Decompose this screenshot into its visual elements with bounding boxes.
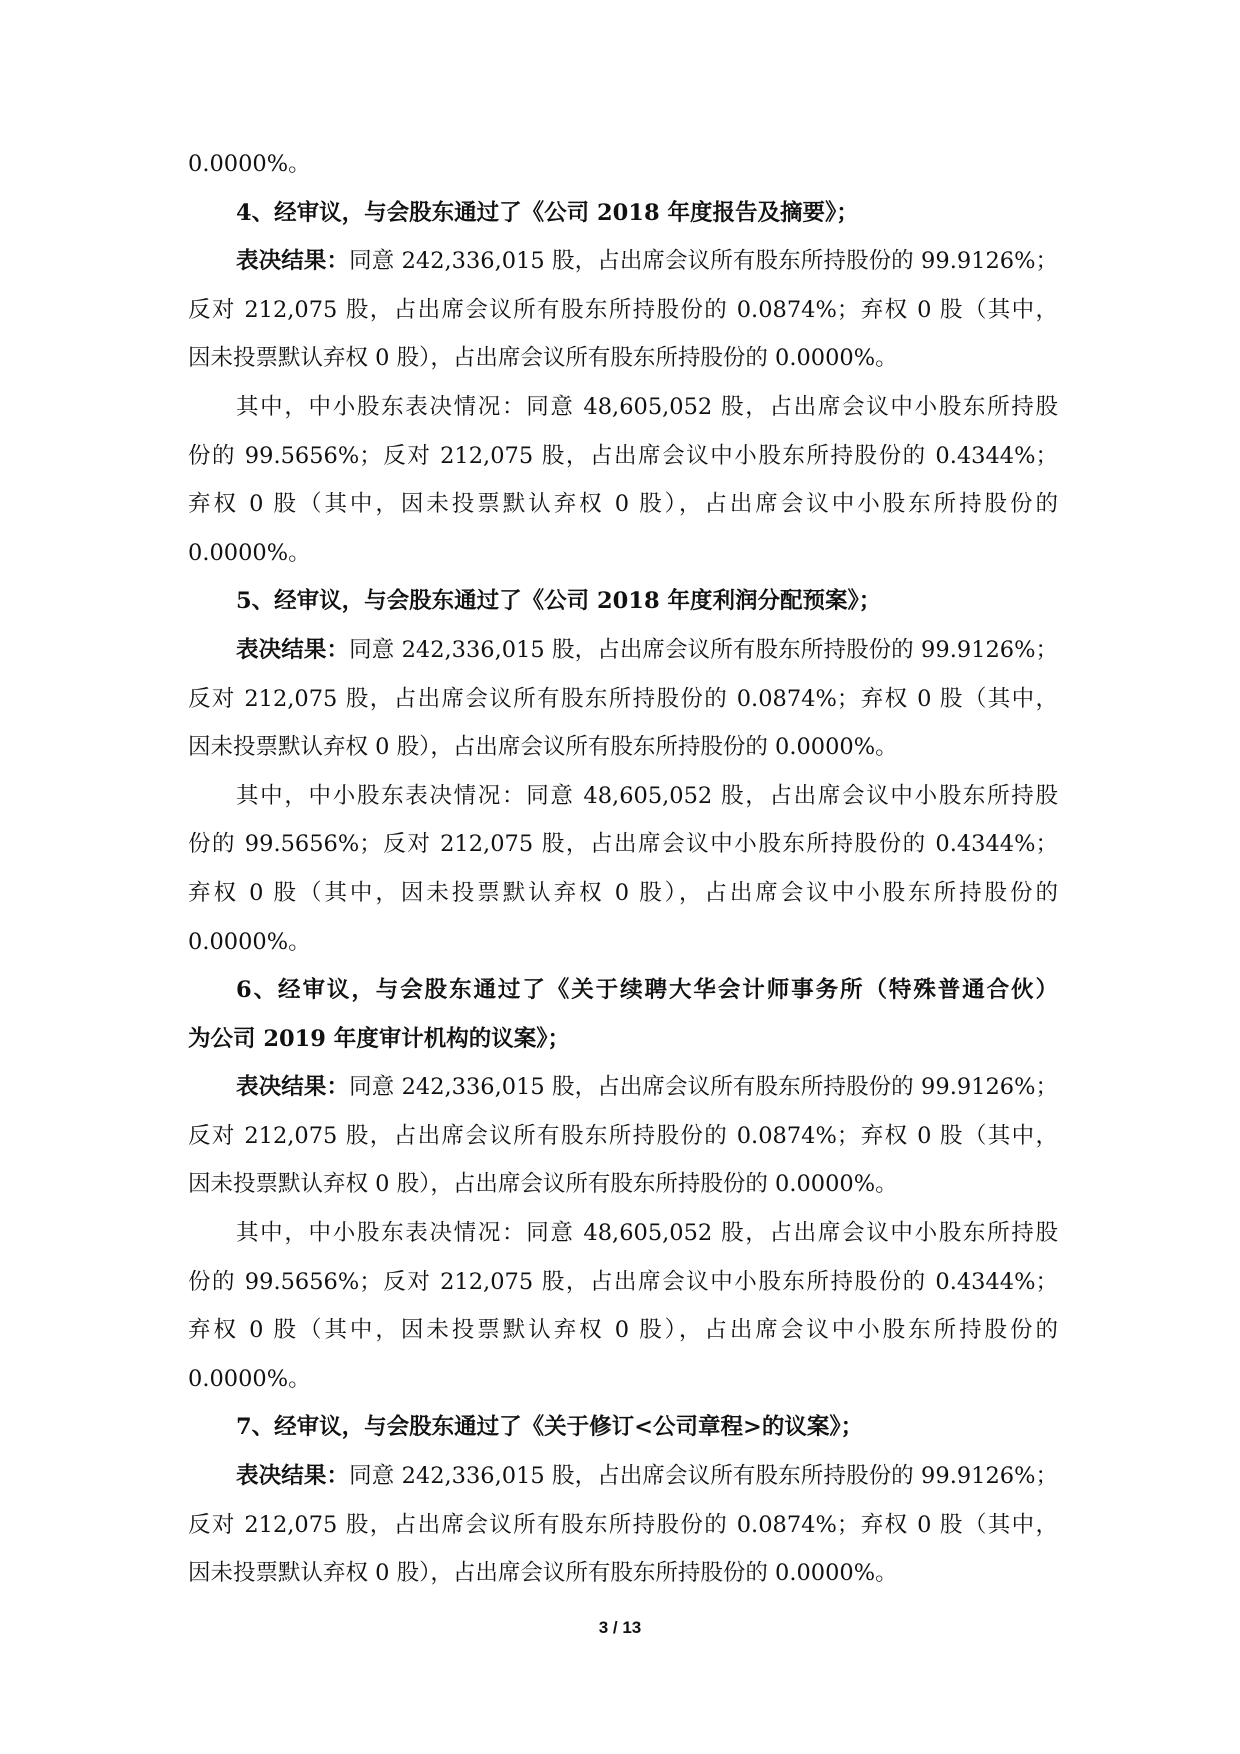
resolution-6-heading: 6、经审议，与会股东通过了《关于续聘大华会计师事务所（特殊普通合伙）	[236, 977, 1058, 1004]
paragraph-line: 反对 212,075 股，占出席会议所有股东所持股份的 0.0874%；弃权 0 股（其中，	[188, 1511, 1058, 1538]
vote-result-text: 同意 242,336,015 股，占出席会议所有股东所持股份的 99.9126%；	[349, 1074, 1058, 1101]
vote-result-text: 同意 242,336,015 股，占出席会议所有股东所持股份的 99.9126%；	[349, 248, 1058, 275]
resolution-4-heading: 4、经审议，与会股东通过了《公司 2018 年度报告及摘要》；	[236, 199, 859, 226]
vote-result-text: 同意 242,336,015 股，占出席会议所有股东所持股份的 99.9126%；	[349, 1463, 1058, 1490]
vote-result-line	[188, 1452, 1058, 1501]
resolution-6-heading-cont: 为公司 2019 年度审计机构的议案》；	[188, 1025, 571, 1052]
paragraph-line: 份的 99.5656%；反对 212,075 股，占出席会议中小股东所持股份的 0.4344%；	[188, 831, 1058, 858]
paragraph-line: 份的 99.5656%；反对 212,075 股，占出席会议中小股东所持股份的 0.4344%；	[188, 442, 1058, 469]
paragraph-line: 0.0000%。	[188, 928, 311, 955]
paragraph-line: 因未投票默认弃权 0 股），占出席会议所有股东所持股份的 0.0000%。	[188, 734, 898, 761]
paragraph-line: 0.0000%。	[188, 1365, 311, 1392]
page-number: 3 / 13	[598, 1618, 642, 1637]
vote-result-label: 表决结果：	[236, 1074, 350, 1101]
paragraph-line: 0.0000%。	[188, 539, 311, 566]
paragraph-line: 弃权 0 股（其中，因未投票默认弃权 0 股），占出席会议中小股东所持股份的	[188, 491, 1058, 518]
vote-result-label: 表决结果：	[236, 248, 350, 275]
minority-vote-line: 其中，中小股东表决情况：同意 48,605,052 股，占出席会议中小股东所持股	[236, 1220, 1058, 1247]
paragraph-line: 反对 212,075 股，占出席会议所有股东所持股份的 0.0874%；弃权 0 股（其中，	[188, 296, 1058, 323]
vote-result-line	[188, 237, 1058, 286]
paragraph-line: 弃权 0 股（其中，因未投票默认弃权 0 股），占出席会议中小股东所持股份的	[188, 1317, 1058, 1344]
vote-result-text: 同意 242,336,015 股，占出席会议所有股东所持股份的 99.9126%；	[349, 636, 1058, 663]
paragraph-line: 弃权 0 股（其中，因未投票默认弃权 0 股），占出席会议中小股东所持股份的	[188, 879, 1058, 906]
paragraph-line: 反对 212,075 股，占出席会议所有股东所持股份的 0.0874%；弃权 0 股（其中，	[188, 1122, 1058, 1149]
resolution-5-heading: 5、经审议，与会股东通过了《公司 2018 年度利润分配预案》；	[236, 588, 882, 615]
paragraph-line: 因未投票默认弃权 0 股），占出席会议所有股东所持股份的 0.0000%。	[188, 1171, 898, 1198]
vote-result-label: 表决结果：	[236, 1463, 350, 1490]
paragraph-line: 份的 99.5656%；反对 212,075 股，占出席会议中小股东所持股份的 0.4344%；	[188, 1268, 1058, 1295]
vote-result-label: 表决结果：	[236, 636, 350, 663]
document-body	[188, 140, 1058, 1598]
paragraph-line: 0.0000%。	[188, 151, 311, 177]
resolution-7-heading: 7、经审议，与会股东通过了《关于修订<公司章程>的议案》；	[236, 1414, 864, 1441]
vote-result-line	[188, 626, 1058, 675]
vote-result-line	[188, 1063, 1058, 1112]
paragraph-line: 因未投票默认弃权 0 股），占出席会议所有股东所持股份的 0.0000%。	[188, 345, 898, 372]
paragraph-line: 反对 212,075 股，占出席会议所有股东所持股份的 0.0874%；弃权 0 股（其中，	[188, 685, 1058, 712]
minority-vote-line: 其中，中小股东表决情况：同意 48,605,052 股，占出席会议中小股东所持股	[236, 782, 1058, 809]
minority-vote-line: 其中，中小股东表决情况：同意 48,605,052 股，占出席会议中小股东所持股	[236, 393, 1058, 420]
paragraph-line: 因未投票默认弃权 0 股），占出席会议所有股东所持股份的 0.0000%。	[188, 1560, 898, 1587]
